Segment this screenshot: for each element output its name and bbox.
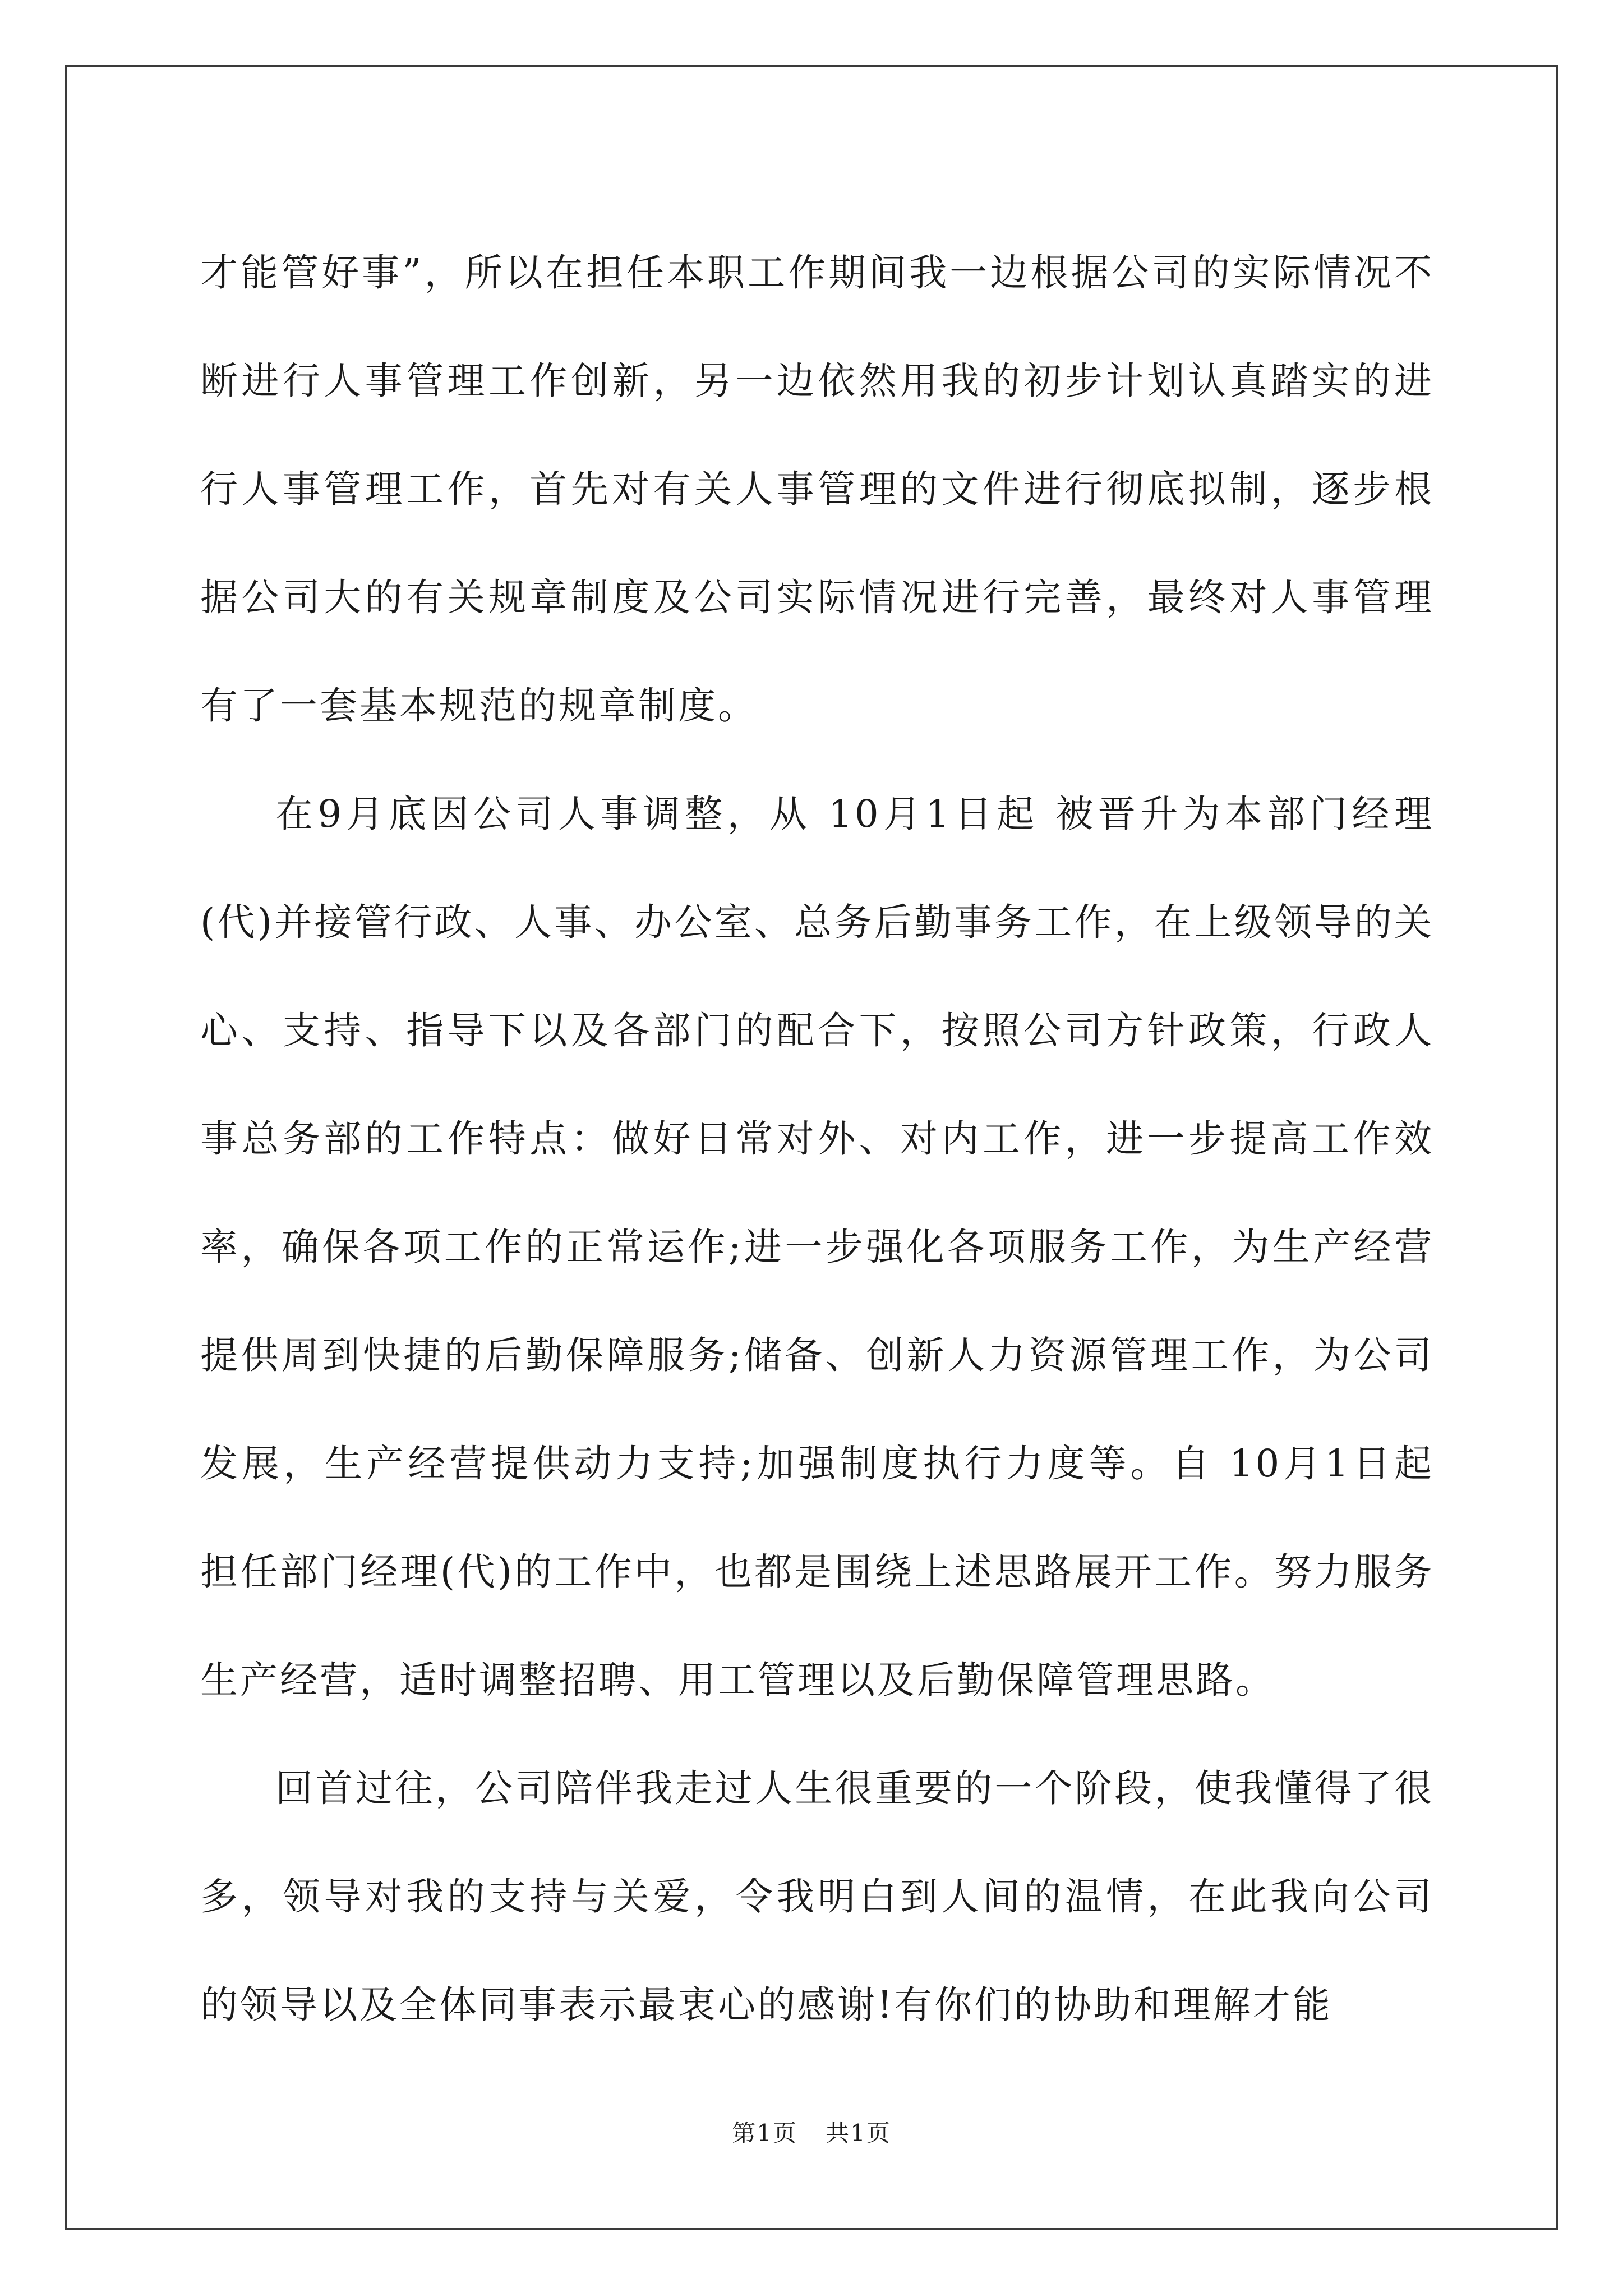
page-footer [0, 2115, 1623, 2148]
paragraph-1: 才能管好事”，所以在担任本职工作期间我一边根据公司的实际情况不断进行人事管理工作创新，另一边依然用我的初步计划认真踏实的进行人事管理工作，首先对有关人事管理的文件进行彻底拟制，逐步根据公司大的有关规章制度及公司实际情况进行完善，最终对人事管理有了一套基本规范的规章制度。 [200, 251, 1434, 728]
page-total: 共1页 [826, 2119, 891, 2147]
paragraph-2: 在9月底因公司人事调整，从 10月1日起 被晋升为本部门经理(代)并接管行政、人事、办公室、总务后勤事务工作，在上级领导的关心、支持、指导下以及各部门的配合下，按照公司方针政策，行政人事总务部的工作特点：做好日常对外、对内工作，进一步提高工作效率，确保各项工作的正常运作;进一步强化各项服务工作，为生产经营提供周到快捷的后勤保障服务;储备、创新人力资源管理工作，为公司发展，生产经营提供动力支持;加强制度执行力度等。自 10月1日起 担任部门经理(代)的工作中，也都是围绕上述思路展开工作。努力服务生产经营，适时调整招聘、用工管理以及后勤保障管理思路。 [200, 792, 1434, 1702]
paragraph-3: 回首过往，公司陪伴我走过人生很重要的一个阶段，使我懂得了很多，领导对我的支持与关爱，令我明白到人间的温情，在此我向公司的领导以及全体同事表示最衷心的感谢!有你们的协助和理解才能 [200, 1766, 1434, 2027]
document-body [200, 219, 1434, 2059]
page-number: 第1页 [732, 2119, 797, 2147]
